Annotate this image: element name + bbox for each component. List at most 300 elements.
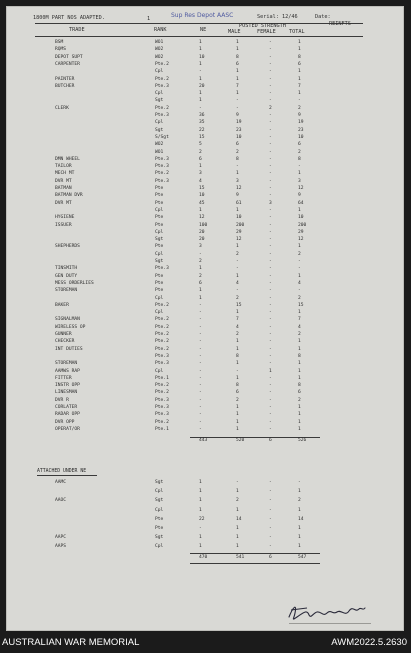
cell-rank: Pte: [155, 186, 164, 191]
cell-female: -: [269, 498, 272, 504]
cell-ne: -: [199, 339, 202, 345]
cell-male: 2: [236, 149, 239, 155]
cell-male: 1: [236, 91, 239, 97]
cell-male: 8: [236, 156, 239, 162]
cell-rank: Sgt: [155, 535, 164, 541]
table-row: [7, 480, 403, 486]
cell-male: 1: [236, 507, 239, 513]
cell-ne: 1: [199, 76, 202, 82]
total-row: [7, 555, 403, 561]
table-row: [7, 498, 403, 504]
cell-rank: Sgt: [155, 98, 164, 104]
cell-total: 1: [298, 375, 301, 381]
cell-rank: Cpl: [155, 295, 164, 301]
cell-ne: 1: [199, 288, 202, 294]
cell-rank: Pte: [155, 215, 164, 221]
cell-ne: 20: [199, 237, 205, 243]
cell-total: 7: [298, 317, 301, 323]
cell-ne: 6: [199, 280, 202, 286]
cell-ne: -: [199, 419, 202, 425]
cell-male: 1: [236, 544, 239, 550]
attached-table: [7, 7, 403, 630]
cell-ne: -: [199, 302, 202, 308]
cell-ne: 15: [199, 134, 205, 140]
cell-female: -: [269, 526, 272, 531]
cell-male: 1: [236, 346, 239, 352]
cell-total: -: [298, 164, 301, 170]
header-serial: Serial: 12/46: [257, 14, 298, 20]
cell-ne: -: [199, 317, 202, 323]
cell-male: 15: [236, 302, 242, 308]
cell-female: -: [269, 324, 272, 330]
subtotal-ne: 443: [199, 438, 208, 443]
cell-ne: 1: [199, 266, 202, 272]
cell-female: -: [269, 251, 272, 257]
cell-female: -: [269, 47, 272, 53]
cell-trade: STOREMAN: [55, 288, 78, 294]
column-ne: NE: [200, 27, 207, 33]
cell-trade: TINSMITH: [55, 266, 78, 272]
signature-line: [289, 623, 371, 624]
cell-rank: Pte.3: [155, 361, 169, 367]
cell-ne: 35: [199, 120, 205, 126]
cell-rank: WO1: [155, 149, 164, 155]
cell-total: 1: [298, 273, 301, 279]
cell-total: 1: [298, 544, 301, 550]
cell-total: 8: [298, 54, 301, 60]
cell-total: 2: [298, 397, 301, 403]
cell-female: -: [269, 353, 272, 359]
cell-male: 6: [236, 61, 239, 67]
cell-rank: Cpl: [155, 368, 164, 374]
cell-male: -: [236, 98, 239, 104]
cell-total: 3: [298, 178, 301, 184]
cell-total: 1: [298, 507, 301, 513]
cell-male: 3: [236, 178, 239, 184]
cell-rank: Pte.3: [155, 412, 169, 418]
cell-rank: Cpl: [155, 489, 164, 495]
cell-total: 23: [298, 127, 304, 133]
cell-total: 2: [298, 149, 301, 155]
cell-trade: RADAR OPP: [55, 412, 80, 418]
cell-trade: BATMAN DVR: [55, 193, 83, 199]
cell-rank: Pte: [155, 200, 164, 206]
cell-ne: -: [199, 69, 202, 75]
total-ne: 470: [199, 555, 208, 560]
cell-female: -: [269, 412, 272, 418]
cell-female: -: [269, 390, 272, 396]
cell-male: -: [236, 368, 239, 374]
cell-rank: Pte: [155, 244, 164, 250]
cell-male: -: [236, 266, 239, 272]
table-row: [7, 508, 403, 514]
cell-rank: Pte.1: [155, 426, 169, 432]
cell-female: -: [269, 259, 272, 264]
cell-total: 12: [298, 237, 304, 243]
footer-catalogue-id: AWM2022.5.2630: [331, 637, 407, 648]
cell-trade: CARPENTER: [55, 61, 80, 67]
subtotal-total: 526: [298, 438, 307, 443]
column-total: TOTAL: [289, 29, 305, 35]
cell-female: 3: [269, 200, 272, 206]
cell-male: 1: [236, 244, 239, 250]
cell-female: -: [269, 346, 272, 352]
cell-ne: 22: [199, 127, 205, 133]
cell-total: 2: [298, 332, 301, 337]
cell-rank: Cpl: [155, 120, 164, 126]
cell-ne: 3: [199, 171, 202, 177]
cell-rank: Cpl: [155, 91, 164, 97]
cell-female: -: [269, 120, 272, 126]
subtotal-male: 520: [236, 438, 245, 443]
cell-total: 200: [298, 222, 307, 228]
cell-male: 9: [236, 193, 239, 199]
cell-rank: Cpl: [155, 544, 164, 550]
cell-ne: 1: [199, 40, 202, 45]
cell-trade: GUNNER: [55, 332, 72, 337]
header-form-title: 1800M PART NOS ADAPTED.: [33, 15, 105, 21]
cell-rank: Pte.2: [155, 105, 169, 111]
cell-female: -: [269, 273, 272, 279]
cell-ne: 10: [199, 193, 205, 199]
cell-male: 8: [236, 54, 239, 60]
signature: [283, 597, 373, 625]
cell-trade: MESS ORDERLIES: [55, 280, 94, 286]
cell-total: 1: [298, 47, 301, 53]
cell-trade: LINESMAN: [55, 390, 78, 396]
cell-male: 1: [236, 69, 239, 75]
column-posted-strength: POSTED STRENGTH: [239, 23, 286, 29]
cell-rank: Cpl: [155, 207, 164, 213]
cell-ne: -: [199, 375, 202, 381]
cell-ne: 1: [199, 489, 202, 495]
cell-male: 6: [236, 142, 239, 148]
cell-ne: -: [199, 397, 202, 403]
cell-trade: DVR MT: [55, 178, 72, 184]
cell-male: 12: [236, 186, 242, 191]
cell-ne: 2: [199, 149, 202, 155]
cell-female: -: [269, 207, 272, 213]
cell-ne: -: [199, 353, 202, 359]
table-row: [7, 489, 403, 495]
cell-total: 15: [298, 302, 304, 308]
cell-female: -: [269, 164, 272, 170]
cell-male: 1: [236, 40, 239, 45]
cell-female: -: [269, 193, 272, 199]
cell-rank: Pte: [155, 273, 164, 279]
cell-rank: Pte.3: [155, 178, 169, 184]
cell-male: -: [236, 480, 239, 485]
cell-male: 4: [236, 280, 239, 286]
cell-rank: Pte.2: [155, 317, 169, 323]
cell-rank: Pte.2: [155, 324, 169, 330]
cell-ne: 2: [199, 273, 202, 279]
cell-rank: Cpl: [155, 310, 164, 316]
cell-ne: 1: [199, 98, 202, 104]
cell-total: 2: [298, 498, 301, 504]
total-rule-top: [190, 553, 320, 554]
cell-total: -: [298, 259, 301, 264]
cell-ne: 36: [199, 113, 205, 118]
cell-total: -: [298, 98, 301, 104]
cell-female: -: [269, 149, 272, 155]
header-unit-stamp: Sup Res Depot AASC: [171, 12, 234, 19]
table-row: [7, 535, 403, 541]
cell-rank: Pte: [155, 193, 164, 199]
cell-rank: Sgt: [155, 480, 164, 485]
cell-trade: OPERAT/OR: [55, 426, 80, 432]
cell-trade: CHECKER: [55, 339, 75, 345]
cell-rank: Pte.3: [155, 405, 169, 410]
cell-total: 19: [298, 120, 304, 126]
cell-male: 2: [236, 498, 239, 504]
cell-male: -: [236, 288, 239, 294]
cell-female: -: [269, 405, 272, 410]
cell-female: -: [269, 113, 272, 118]
cell-female: 1: [269, 368, 272, 374]
cell-rank: Pte.3: [155, 266, 169, 272]
cell-rank: WO1: [155, 40, 164, 45]
cell-male: 10: [236, 215, 242, 221]
cell-trade: ISSUER: [55, 222, 72, 228]
cell-ne: 1: [199, 164, 202, 170]
cell-trade: CLERK: [55, 105, 69, 111]
cell-trade: DVR MT: [55, 200, 72, 206]
cell-female: -: [269, 489, 272, 495]
cell-female: -: [269, 61, 272, 67]
cell-ne: 5: [199, 142, 202, 148]
cell-female: 2: [269, 105, 272, 111]
cell-male: 12: [236, 237, 242, 243]
cell-trade: DVR R: [55, 397, 69, 403]
cell-total: 1: [298, 69, 301, 75]
cell-trade: BAKER: [55, 302, 69, 308]
cell-male: 10: [236, 134, 242, 140]
cell-total: 1: [298, 310, 301, 316]
cell-female: -: [269, 383, 272, 389]
cell-rank: Pte: [155, 280, 164, 286]
subtotal-female: 6: [269, 438, 272, 443]
cell-total: 1: [298, 40, 301, 45]
cell-rank: Sgt: [155, 259, 164, 264]
cell-female: -: [269, 134, 272, 140]
cell-ne: 1: [199, 480, 202, 485]
cell-total: 1: [298, 535, 301, 541]
cell-trade: CORLATER: [55, 405, 78, 410]
cell-rank: Pte.2: [155, 339, 169, 345]
cell-male: 1: [236, 171, 239, 177]
cell-total: 2: [298, 251, 301, 257]
cell-male: 1: [236, 426, 239, 432]
cell-male: 8: [236, 353, 239, 359]
cell-female: -: [269, 516, 272, 522]
cell-female: -: [269, 127, 272, 133]
cell-female: -: [269, 339, 272, 345]
cell-female: -: [269, 419, 272, 425]
cell-total: 14: [298, 516, 304, 522]
cell-ne: -: [199, 346, 202, 352]
cell-female: -: [269, 375, 272, 381]
cell-ne: 3: [199, 244, 202, 250]
cell-total: 10: [298, 134, 304, 140]
cell-male: 4: [236, 324, 239, 330]
cell-total: 1: [298, 76, 301, 82]
cell-rank: Pte.2: [155, 171, 169, 177]
cell-rank: Cpl: [155, 229, 164, 235]
cell-ne: 1: [199, 544, 202, 550]
cell-rank: Cpl: [155, 507, 164, 513]
total-total: 547: [298, 555, 307, 560]
cell-female: -: [269, 317, 272, 323]
cell-total: 1: [298, 244, 301, 250]
cell-trade: BATMAN: [55, 186, 72, 191]
cell-trade: DVR OPP: [55, 419, 75, 425]
cell-rank: Pte.2: [155, 302, 169, 308]
cell-total: 6: [298, 61, 301, 67]
cell-female: -: [269, 426, 272, 432]
cell-total: 1: [298, 412, 301, 418]
cell-female: -: [269, 302, 272, 308]
cell-total: 4: [298, 324, 301, 330]
cell-total: 6: [298, 142, 301, 148]
cell-female: -: [269, 280, 272, 286]
cell-female: -: [269, 142, 272, 148]
cell-male: 1: [236, 535, 239, 541]
column-rank: RANK: [154, 27, 167, 33]
cell-male: 2: [236, 397, 239, 403]
cell-ne: -: [199, 390, 202, 396]
cell-rank: Pte.2: [155, 383, 169, 389]
column-trade: TRADE: [69, 27, 85, 33]
cell-ne: 100: [199, 222, 208, 228]
cell-total: 29: [298, 229, 304, 235]
table-row: [7, 544, 403, 550]
cell-female: -: [269, 83, 272, 89]
cell-male: 7: [236, 83, 239, 89]
cell-male: 1: [236, 361, 239, 367]
cell-trade: AAPC: [55, 535, 67, 541]
cell-trade: INT DUTIES: [55, 346, 83, 352]
cell-rank: Pte.1: [155, 375, 169, 381]
cell-female: -: [269, 40, 272, 45]
header-page-marker: 1: [147, 16, 151, 22]
cell-total: 8: [298, 156, 301, 162]
cell-male: 23: [236, 127, 242, 133]
cell-trade: BUTCHER: [55, 83, 75, 89]
cell-male: 1: [236, 412, 239, 418]
total-female: 6: [269, 555, 272, 560]
cell-female: -: [269, 544, 272, 550]
cell-female: -: [269, 186, 272, 191]
cell-ne: -: [199, 251, 202, 257]
cell-rank: WO2: [155, 47, 164, 53]
cell-female: -: [269, 480, 272, 485]
cell-total: 1: [298, 361, 301, 367]
cell-ne: 10: [199, 54, 205, 60]
cell-ne: 1: [199, 61, 202, 67]
cell-female: -: [269, 310, 272, 316]
cell-rank: Sgt: [155, 127, 164, 133]
cell-male: 9: [236, 113, 239, 118]
cell-male: 1: [236, 375, 239, 381]
cell-ne: -: [199, 426, 202, 432]
cell-total: 1: [298, 526, 301, 531]
cell-total: 7: [298, 83, 301, 89]
cell-male: 200: [236, 222, 245, 228]
cell-trade: AAMC: [55, 480, 67, 485]
cell-trade: DMN WHEEL: [55, 156, 80, 162]
cell-total: 10: [298, 215, 304, 221]
column-male: MALE: [228, 29, 241, 35]
cell-rank: Pte.2: [155, 419, 169, 425]
cell-rank: Pte: [155, 526, 164, 531]
cell-trade: AAPS: [55, 544, 67, 550]
cell-trade: BSM: [55, 40, 64, 45]
cell-ne: 20: [199, 229, 205, 235]
cell-rank: Sgt: [155, 237, 164, 243]
cell-rank: Pte.2: [155, 332, 169, 337]
cell-total: -: [298, 288, 301, 294]
cell-male: 1: [236, 339, 239, 345]
cell-rank: Pte: [155, 288, 164, 294]
cell-rank: Pte.3: [155, 353, 169, 359]
table-row: [7, 526, 403, 532]
cell-ne: 4: [199, 178, 202, 184]
cell-rank: S/Sgt: [155, 134, 169, 140]
cell-total: 4: [298, 280, 301, 286]
cell-female: -: [269, 295, 272, 301]
footer-archive-name: AUSTRALIAN WAR MEMORIAL: [2, 637, 140, 648]
cell-rank: Pte.3: [155, 83, 169, 89]
cell-male: -: [236, 259, 239, 264]
cell-total: 9: [298, 193, 301, 199]
cell-ne: 1: [199, 207, 202, 213]
cell-total: 9: [298, 113, 301, 118]
cell-ne: 15: [199, 186, 205, 191]
cell-trade: MECH MT: [55, 171, 75, 177]
cell-male: 14: [236, 516, 242, 522]
cell-female: -: [269, 69, 272, 75]
cell-total: 12: [298, 186, 304, 191]
cell-trade: PAINTER: [55, 76, 75, 82]
cell-female: -: [269, 535, 272, 541]
cell-trade: SIGNALMAN: [55, 317, 80, 323]
cell-trade: AAOC: [55, 498, 67, 504]
cell-ne: -: [199, 412, 202, 418]
cell-male: 1: [236, 76, 239, 82]
cell-male: 1: [236, 405, 239, 410]
cell-rank: Pte.3: [155, 397, 169, 403]
cell-ne: -: [199, 310, 202, 316]
cell-trade: HYGIENE: [55, 215, 75, 221]
cell-trade: DEPOT SUPT: [55, 54, 83, 60]
cell-male: 29: [236, 229, 242, 235]
cell-ne: 1: [199, 91, 202, 97]
cell-trade: FITTER: [55, 375, 72, 381]
cell-male: 1: [236, 489, 239, 495]
cell-ne: 20: [199, 83, 205, 89]
cell-rank: Pte: [155, 222, 164, 228]
cell-ne: 12: [199, 215, 205, 221]
header-date-label: Date:: [315, 14, 331, 20]
cell-total: 6: [298, 390, 301, 396]
cell-female: -: [269, 332, 272, 337]
cell-ne: 1: [199, 47, 202, 53]
cell-trade: RQMS: [55, 47, 67, 53]
cell-ne: -: [199, 332, 202, 337]
cell-female: -: [269, 215, 272, 221]
cell-female: -: [269, 171, 272, 177]
